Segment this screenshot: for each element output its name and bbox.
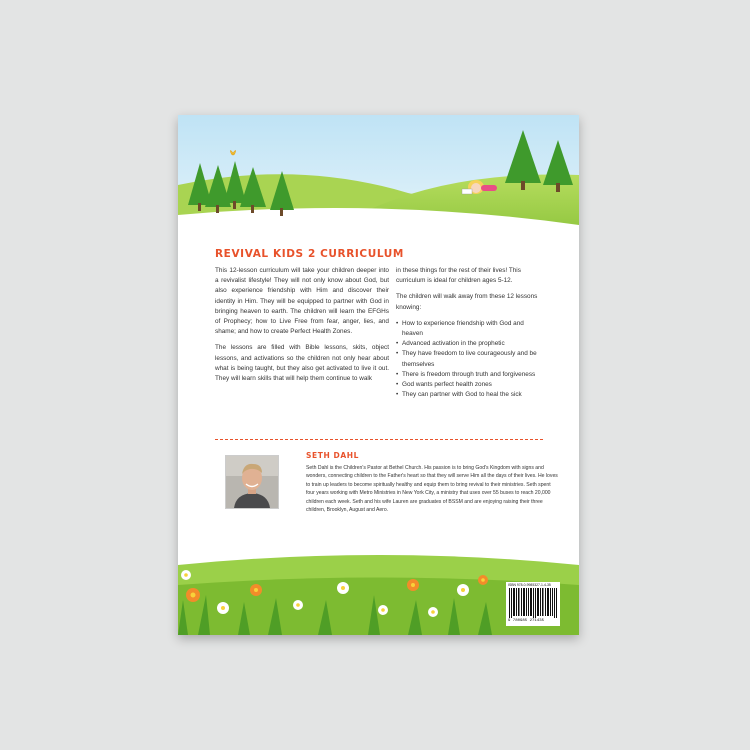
list-item: • Advanced activation in the prophetic	[396, 339, 546, 349]
description-paragraph: This 12-lesson curriculum will take your children deeper into a revivalist lifestyle! They will not only know about God, but also experience friendship with Him and discover their identity in Him. They will be equipped to partner with God in bringing heaven to earth. The children will learn the EFGHs of Prophecy; how to Live Free from fear, anger, lies, and shame; and how to create Perfect Health Zones.	[215, 267, 389, 336]
description-paragraph: The lessons are filled with Bible lessons, skits, object lessons, and activations so the children not only hear about what is being taught, but they also get activated to live it out. They will learn skills that will help them continue to walk	[215, 344, 389, 383]
isbn-label: ISBN 978-0-9985327-1-4-35	[508, 583, 551, 587]
meadow-illustration-top	[178, 115, 579, 250]
description-left-column	[215, 266, 389, 390]
barcode-digits: 9 780985 271435	[508, 619, 545, 623]
book-title: REVIVAL KIDS 2 CURRICULUM	[215, 248, 404, 260]
list-item: • They can partner with God to heal the sick	[396, 390, 546, 400]
list-item: • How to experience friendship with God and heaven	[396, 319, 546, 339]
barcode-bars-icon	[509, 588, 557, 618]
author-bio: Seth Dahl is the Children's Pastor at Bethel Church. His passion is to bring God's Kingdom with signs and wonders, connecting children to the Father's heart so that they will serve Him all the days of their lives. He loves to train up leaders to become spiritually healthy and equip them to bring revival to their ministries. Seth spent four years working with Metro Ministries in New York City, a ministry that uses over 55 buses to reach 20,000 children each week. Seth and his wife Lauren are graduates of BSSM and are enjoying raising their three children, Brooklyn, August and Aero.	[306, 465, 558, 514]
book-back-cover	[178, 115, 579, 635]
outcomes-list	[396, 319, 546, 401]
description-right-column	[396, 266, 546, 400]
list-item: • They have freedom to live courageously and be themselves	[396, 349, 546, 369]
list-item: • There is freedom through truth and forgiveness	[396, 370, 546, 380]
list-item: • God wants perfect health zones	[396, 380, 546, 390]
author-photo	[225, 455, 279, 509]
author-name: SETH DAHL	[306, 451, 360, 460]
description-paragraph: in these things for the rest of their lives! This curriculum is ideal for children ages 5-12.	[396, 267, 521, 285]
barcode	[506, 582, 560, 626]
section-divider	[215, 439, 543, 440]
description-paragraph: The children will walk away from these 12 lessons knowing:	[396, 293, 538, 311]
